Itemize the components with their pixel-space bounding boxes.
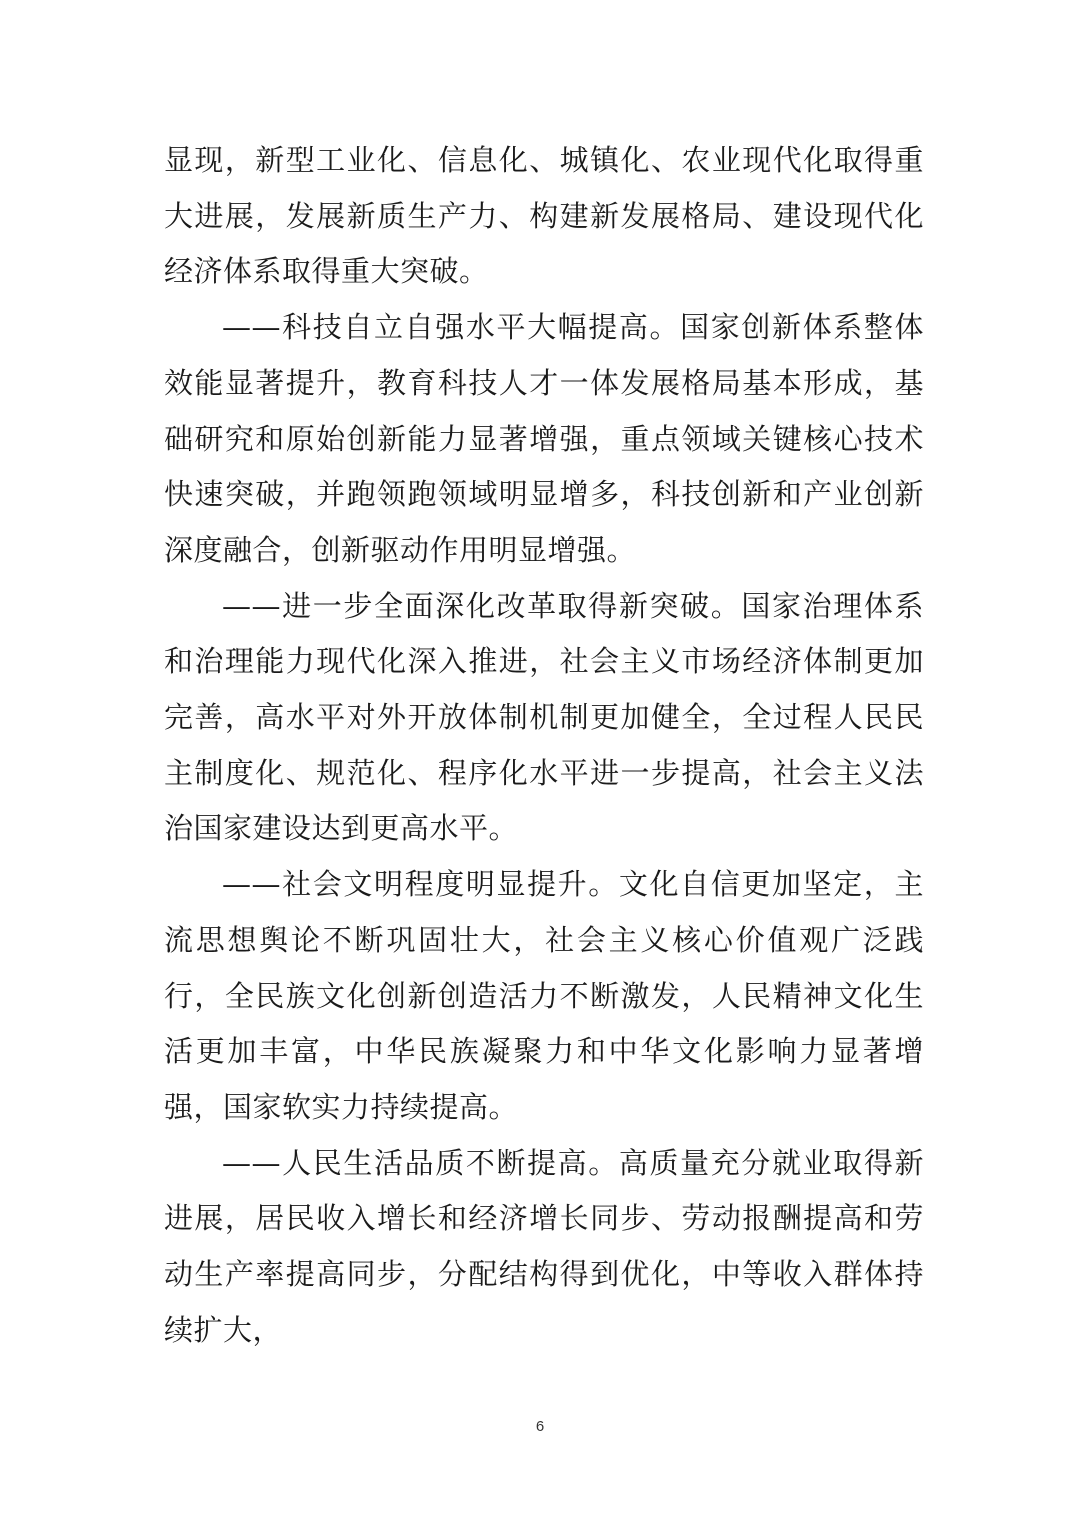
paragraph-science-technology: ——科技自立自强水平大幅提高。国家创新体系整体效能显著提升，教育科技人才一体发展格局基本形成，基础研究和原始创新能力显著增强，重点领域关键核心技术快速突破，并跑领跑领域明显增多，科技创新和产业创新深度融合，创新驱动作用明显增强。 — [164, 310, 924, 567]
paragraph-quality-of-life: ——人民生活品质不断提高。高质量充分就业取得新进展，居民收入增长和经济增长同步、劳动报酬提高和劳动生产率提高同步，分配结构得到优化，中等收入群体持续扩大， — [164, 1145, 924, 1347]
paragraph-deepening-reform: ——进一步全面深化改革取得新突破。国家治理体系和治理能力现代化深入推进，社会主义市场经济体制更加完善，高水平对外开放体制机制更加健全，全过程人民民主制度化、规范化、程序化水平进一步提高，社会主义法治国家建设达到更高水平。 — [164, 588, 924, 846]
paragraph-continued: 显现，新型工业化、信息化、城镇化、农业现代化取得重大进展，发展新质生产力、构建新发展格局、建设现代化经济体系取得重大突破。 — [164, 143, 924, 289]
page-number: 6 — [535, 1418, 545, 1435]
body-text — [164, 133, 924, 1358]
paragraph-social-civilization: ——社会文明程度明显提升。文化自信更加坚定，主流思想舆论不断巩固壮大，社会主义核心价值观广泛践行，全民族文化创新创造活力不断激发，人民精神文化生活更加丰富，中华民族凝聚力和中华文化影响力显著增强，国家软实力持续提高。 — [164, 867, 924, 1124]
